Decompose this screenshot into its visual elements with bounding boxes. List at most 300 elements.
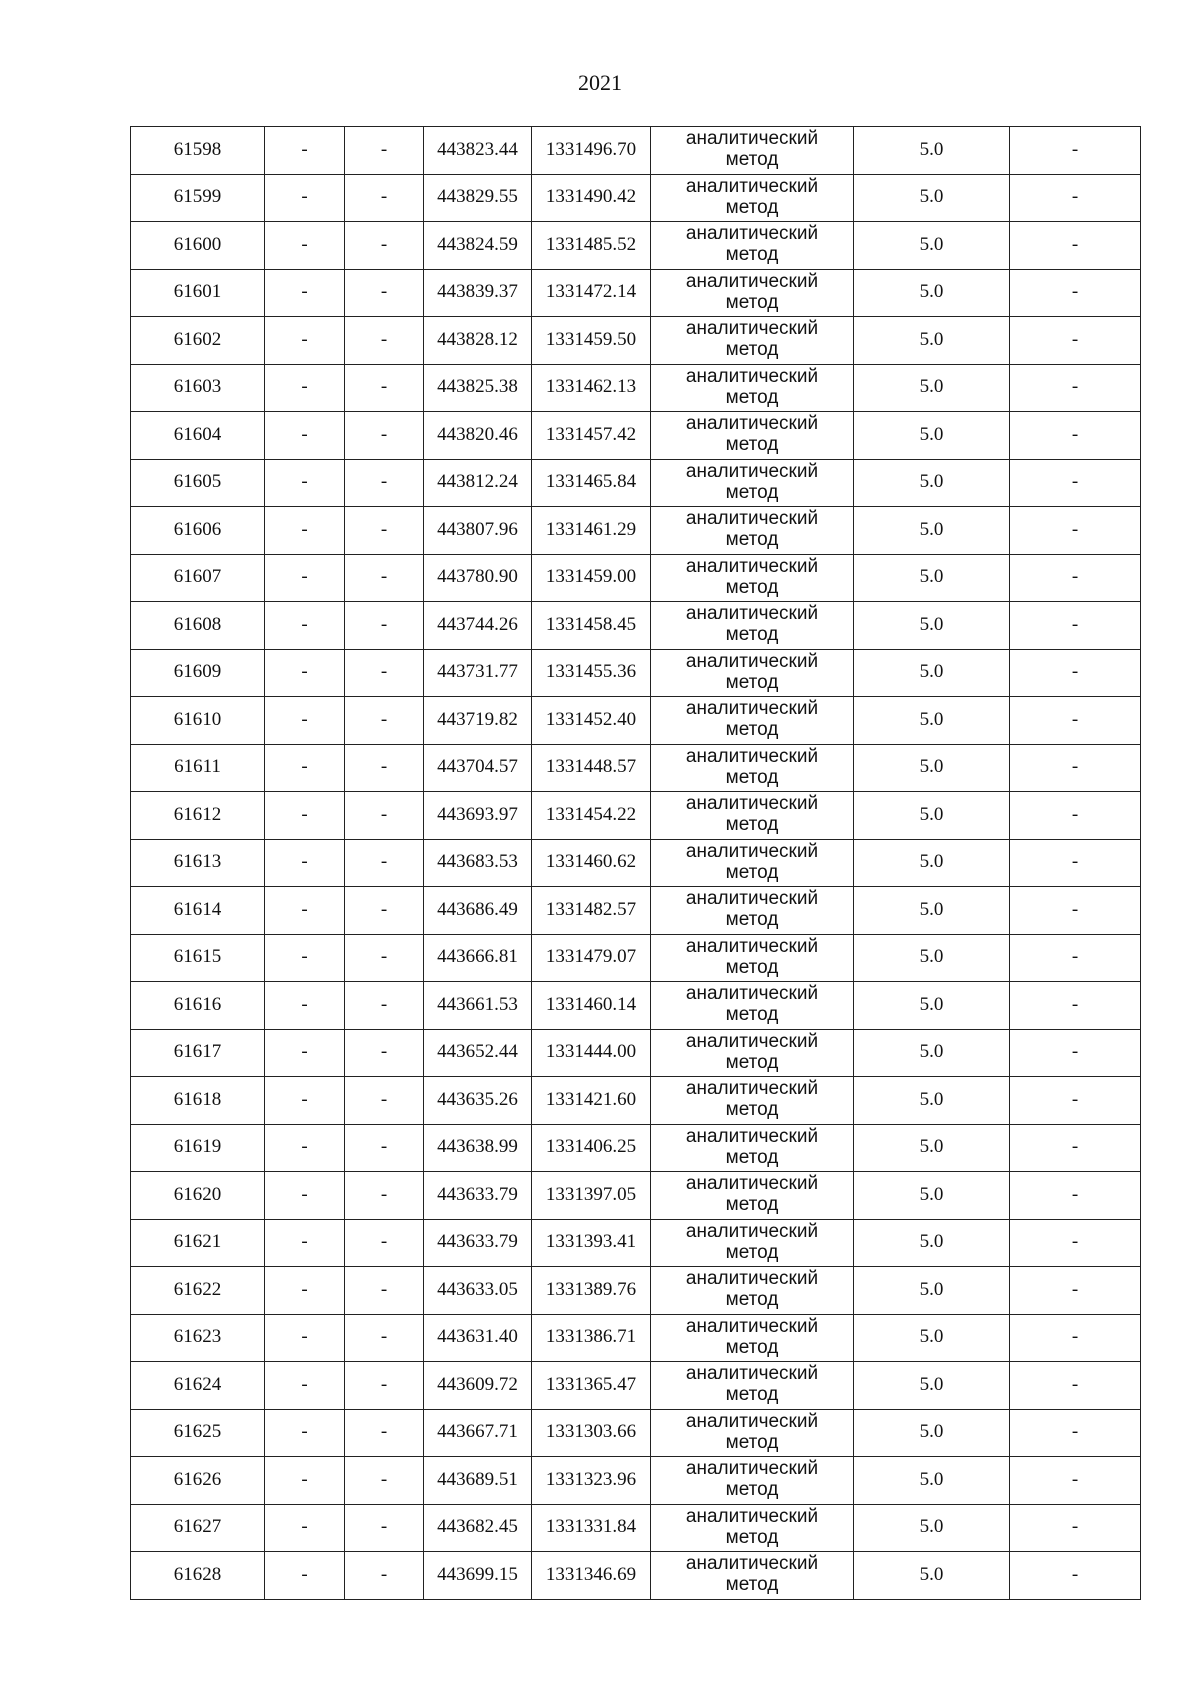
empty-value-cell: - [345,459,424,507]
accuracy-cell: 5.0 [854,1124,1010,1172]
note-cell: - [1010,174,1141,222]
point-number-cell: 61608 [131,602,265,650]
note-cell: - [1010,1029,1141,1077]
note-cell: - [1010,1077,1141,1125]
empty-value-cell: - [265,554,345,602]
y-coordinate-cell: 1331461.29 [532,507,651,555]
note-cell: - [1010,839,1141,887]
x-coordinate-cell: 443638.99 [424,1124,532,1172]
method-cell [651,364,854,412]
method-text: аналитический [685,1553,819,1575]
empty-value-cell: - [265,222,345,270]
x-coordinate-cell: 443666.81 [424,934,532,982]
method-cell [651,649,854,697]
method-text: аналитический [685,1268,819,1290]
x-coordinate-cell: 443633.79 [424,1172,532,1220]
note-cell: - [1010,1504,1141,1552]
method-text: метод [725,1384,779,1406]
method-cell [651,507,854,555]
page-number: 2021 [578,70,622,95]
method-cell [651,1219,854,1267]
note-cell: - [1010,1124,1141,1172]
point-number-cell: 61617 [131,1029,265,1077]
empty-value-cell: - [265,839,345,887]
note-cell: - [1010,1267,1141,1315]
table-row [131,1077,1141,1125]
x-coordinate-cell: 443829.55 [424,174,532,222]
y-coordinate-cell: 1331323.96 [532,1457,651,1505]
accuracy-cell: 5.0 [854,222,1010,270]
empty-value-cell: - [265,317,345,365]
empty-value-cell: - [265,459,345,507]
method-text: метод [725,1479,779,1501]
table-row [131,1267,1141,1315]
method-text: метод [725,766,779,788]
y-coordinate-cell: 1331393.41 [532,1219,651,1267]
point-number-cell: 61606 [131,507,265,555]
accuracy-cell: 5.0 [854,317,1010,365]
point-number-cell: 61601 [131,269,265,317]
table-row [131,459,1141,507]
method-cell [651,1504,854,1552]
method-cell [651,1077,854,1125]
point-number-cell: 61620 [131,1172,265,1220]
empty-value-cell: - [345,602,424,650]
x-coordinate-cell: 443683.53 [424,839,532,887]
empty-value-cell: - [265,649,345,697]
empty-value-cell: - [265,174,345,222]
method-cell [651,1124,854,1172]
table-row [131,1124,1141,1172]
table-row [131,1172,1141,1220]
point-number-cell: 61615 [131,934,265,982]
empty-value-cell: - [345,1267,424,1315]
accuracy-cell: 5.0 [854,554,1010,602]
x-coordinate-cell: 443820.46 [424,412,532,460]
empty-value-cell: - [265,602,345,650]
empty-value-cell: - [265,1029,345,1077]
empty-value-cell: - [345,1457,424,1505]
y-coordinate-cell: 1331465.84 [532,459,651,507]
note-cell: - [1010,459,1141,507]
point-number-cell: 61622 [131,1267,265,1315]
empty-value-cell: - [345,1077,424,1125]
accuracy-cell: 5.0 [854,269,1010,317]
x-coordinate-cell: 443812.24 [424,459,532,507]
empty-value-cell: - [265,1219,345,1267]
y-coordinate-cell: 1331496.70 [532,127,651,175]
accuracy-cell: 5.0 [854,1362,1010,1410]
note-cell: - [1010,982,1141,1030]
accuracy-cell: 5.0 [854,887,1010,935]
empty-value-cell: - [345,792,424,840]
accuracy-cell: 5.0 [854,1077,1010,1125]
method-text: аналитический [685,1410,819,1432]
method-text: аналитический [685,413,819,435]
method-cell [651,602,854,650]
y-coordinate-cell: 1331479.07 [532,934,651,982]
empty-value-cell: - [265,412,345,460]
method-text: аналитический [685,1125,819,1147]
y-coordinate-cell: 1331458.45 [532,602,651,650]
method-cell [651,1552,854,1600]
accuracy-cell: 5.0 [854,1504,1010,1552]
table-row [131,1029,1141,1077]
empty-value-cell: - [345,554,424,602]
method-cell [651,269,854,317]
y-coordinate-cell: 1331303.66 [532,1409,651,1457]
note-cell: - [1010,934,1141,982]
point-number-cell: 61619 [131,1124,265,1172]
table-body [131,127,1141,1600]
method-cell [651,127,854,175]
empty-value-cell: - [265,792,345,840]
point-number-cell: 61605 [131,459,265,507]
method-text: метод [725,291,779,313]
method-text: метод [725,149,779,171]
y-coordinate-cell: 1331397.05 [532,1172,651,1220]
table-row [131,1457,1141,1505]
method-text: аналитический [685,223,819,245]
x-coordinate-cell: 443839.37 [424,269,532,317]
point-number-cell: 61624 [131,1362,265,1410]
point-number-cell: 61613 [131,839,265,887]
coordinates-table [130,126,1141,1600]
table-row [131,1409,1141,1457]
method-text: метод [725,1574,779,1596]
note-cell: - [1010,1219,1141,1267]
method-text: метод [725,1004,779,1026]
empty-value-cell: - [265,697,345,745]
method-text: метод [725,1336,779,1358]
method-cell [651,459,854,507]
accuracy-cell: 5.0 [854,839,1010,887]
note-cell: - [1010,1314,1141,1362]
point-number-cell: 61616 [131,982,265,1030]
empty-value-cell: - [345,222,424,270]
method-text: аналитический [685,935,819,957]
method-cell [651,1267,854,1315]
y-coordinate-cell: 1331386.71 [532,1314,651,1362]
table-row [131,127,1141,175]
point-number-cell: 61618 [131,1077,265,1125]
x-coordinate-cell: 443689.51 [424,1457,532,1505]
method-text: метод [725,1431,779,1453]
point-number-cell: 61612 [131,792,265,840]
accuracy-cell: 5.0 [854,127,1010,175]
note-cell: - [1010,1552,1141,1600]
empty-value-cell: - [265,982,345,1030]
method-text: аналитический [685,1220,819,1242]
method-text: метод [725,1051,779,1073]
point-number-cell: 61621 [131,1219,265,1267]
method-text: аналитический [685,1030,819,1052]
y-coordinate-cell: 1331482.57 [532,887,651,935]
note-cell: - [1010,364,1141,412]
table-row [131,1314,1141,1362]
method-text: аналитический [685,555,819,577]
empty-value-cell: - [345,412,424,460]
note-cell: - [1010,412,1141,460]
note-cell: - [1010,1457,1141,1505]
empty-value-cell: - [345,697,424,745]
method-text: аналитический [685,175,819,197]
method-text: аналитический [685,1315,819,1337]
y-coordinate-cell: 1331406.25 [532,1124,651,1172]
method-text: аналитический [685,318,819,340]
point-number-cell: 61614 [131,887,265,935]
empty-value-cell: - [265,1124,345,1172]
method-cell [651,744,854,792]
point-number-cell: 61602 [131,317,265,365]
accuracy-cell: 5.0 [854,982,1010,1030]
method-cell [651,934,854,982]
table-row [131,602,1141,650]
method-text: метод [725,1099,779,1121]
accuracy-cell: 5.0 [854,934,1010,982]
x-coordinate-cell: 443824.59 [424,222,532,270]
empty-value-cell: - [345,1124,424,1172]
x-coordinate-cell: 443652.44 [424,1029,532,1077]
empty-value-cell: - [345,1314,424,1362]
y-coordinate-cell: 1331462.13 [532,364,651,412]
x-coordinate-cell: 443828.12 [424,317,532,365]
table-row [131,934,1141,982]
table-row [131,174,1141,222]
method-text: метод [725,671,779,693]
method-cell [651,839,854,887]
table-row [131,839,1141,887]
method-cell [651,1362,854,1410]
note-cell: - [1010,554,1141,602]
empty-value-cell: - [265,1314,345,1362]
method-text: метод [725,339,779,361]
table-row [131,1504,1141,1552]
method-text: метод [725,481,779,503]
empty-value-cell: - [345,982,424,1030]
note-cell: - [1010,127,1141,175]
x-coordinate-cell: 443635.26 [424,1077,532,1125]
method-cell [651,1172,854,1220]
x-coordinate-cell: 443825.38 [424,364,532,412]
method-text: метод [725,196,779,218]
method-cell [651,222,854,270]
empty-value-cell: - [265,1457,345,1505]
note-cell: - [1010,317,1141,365]
method-cell [651,1409,854,1457]
y-coordinate-cell: 1331459.50 [532,317,651,365]
y-coordinate-cell: 1331457.42 [532,412,651,460]
accuracy-cell: 5.0 [854,412,1010,460]
y-coordinate-cell: 1331455.36 [532,649,651,697]
y-coordinate-cell: 1331490.42 [532,174,651,222]
accuracy-cell: 5.0 [854,1172,1010,1220]
empty-value-cell: - [265,1409,345,1457]
method-text: метод [725,576,779,598]
empty-value-cell: - [345,364,424,412]
table-row [131,554,1141,602]
method-text: метод [725,861,779,883]
point-number-cell: 61599 [131,174,265,222]
table-row [131,744,1141,792]
empty-value-cell: - [265,744,345,792]
x-coordinate-cell: 443609.72 [424,1362,532,1410]
x-coordinate-cell: 443744.26 [424,602,532,650]
note-cell: - [1010,222,1141,270]
table-row [131,1552,1141,1600]
y-coordinate-cell: 1331448.57 [532,744,651,792]
empty-value-cell: - [345,127,424,175]
method-text: метод [725,434,779,456]
accuracy-cell: 5.0 [854,1267,1010,1315]
empty-value-cell: - [345,887,424,935]
method-cell [651,1314,854,1362]
method-text: метод [725,956,779,978]
method-text: метод [725,1146,779,1168]
method-text: аналитический [685,650,819,672]
method-text: метод [725,624,779,646]
empty-value-cell: - [265,887,345,935]
note-cell: - [1010,1172,1141,1220]
x-coordinate-cell: 443823.44 [424,127,532,175]
empty-value-cell: - [345,1172,424,1220]
note-cell: - [1010,887,1141,935]
accuracy-cell: 5.0 [854,744,1010,792]
y-coordinate-cell: 1331365.47 [532,1362,651,1410]
x-coordinate-cell: 443780.90 [424,554,532,602]
y-coordinate-cell: 1331452.40 [532,697,651,745]
x-coordinate-cell: 443667.71 [424,1409,532,1457]
method-text: аналитический [685,840,819,862]
accuracy-cell: 5.0 [854,1409,1010,1457]
empty-value-cell: - [345,649,424,697]
empty-value-cell: - [265,364,345,412]
y-coordinate-cell: 1331460.62 [532,839,651,887]
empty-value-cell: - [345,839,424,887]
method-text: метод [725,1289,779,1311]
y-coordinate-cell: 1331485.52 [532,222,651,270]
method-cell [651,1029,854,1077]
note-cell: - [1010,602,1141,650]
accuracy-cell: 5.0 [854,1029,1010,1077]
point-number-cell: 61610 [131,697,265,745]
accuracy-cell: 5.0 [854,174,1010,222]
x-coordinate-cell: 443682.45 [424,1504,532,1552]
x-coordinate-cell: 443699.15 [424,1552,532,1600]
y-coordinate-cell: 1331472.14 [532,269,651,317]
method-text: аналитический [685,698,819,720]
method-text: метод [725,909,779,931]
point-number-cell: 61623 [131,1314,265,1362]
accuracy-cell: 5.0 [854,697,1010,745]
x-coordinate-cell: 443807.96 [424,507,532,555]
method-text: метод [725,1241,779,1263]
method-text: метод [725,1526,779,1548]
empty-value-cell: - [345,317,424,365]
empty-value-cell: - [345,1029,424,1077]
empty-value-cell: - [265,934,345,982]
table-row [131,887,1141,935]
empty-value-cell: - [265,1077,345,1125]
method-text: метод [725,814,779,836]
accuracy-cell: 5.0 [854,602,1010,650]
method-text: аналитический [685,1363,819,1385]
x-coordinate-cell: 443704.57 [424,744,532,792]
note-cell: - [1010,269,1141,317]
note-cell: - [1010,649,1141,697]
note-cell: - [1010,1409,1141,1457]
empty-value-cell: - [265,1362,345,1410]
point-number-cell: 61600 [131,222,265,270]
table-row [131,649,1141,697]
accuracy-cell: 5.0 [854,364,1010,412]
method-text: аналитический [685,270,819,292]
table-row [131,982,1141,1030]
method-text: метод [725,244,779,266]
note-cell: - [1010,744,1141,792]
empty-value-cell: - [345,1409,424,1457]
x-coordinate-cell: 443633.79 [424,1219,532,1267]
y-coordinate-cell: 1331421.60 [532,1077,651,1125]
method-text: аналитический [685,1505,819,1527]
x-coordinate-cell: 443661.53 [424,982,532,1030]
method-text: аналитический [685,508,819,530]
method-text: метод [725,1194,779,1216]
accuracy-cell: 5.0 [854,1314,1010,1362]
note-cell: - [1010,507,1141,555]
method-text: аналитический [685,1078,819,1100]
table-row [131,269,1141,317]
method-cell [651,554,854,602]
empty-value-cell: - [345,1362,424,1410]
method-text: аналитический [685,983,819,1005]
y-coordinate-cell: 1331454.22 [532,792,651,840]
table-row [131,507,1141,555]
method-cell [651,174,854,222]
method-text: аналитический [685,603,819,625]
method-text: аналитический [685,460,819,482]
empty-value-cell: - [265,1267,345,1315]
empty-value-cell: - [345,1552,424,1600]
empty-value-cell: - [345,174,424,222]
method-cell [651,1457,854,1505]
table-row [131,412,1141,460]
x-coordinate-cell: 443693.97 [424,792,532,840]
y-coordinate-cell: 1331444.00 [532,1029,651,1077]
empty-value-cell: - [345,507,424,555]
point-number-cell: 61607 [131,554,265,602]
point-number-cell: 61627 [131,1504,265,1552]
point-number-cell: 61609 [131,649,265,697]
note-cell: - [1010,1362,1141,1410]
note-cell: - [1010,792,1141,840]
point-number-cell: 61603 [131,364,265,412]
point-number-cell: 61598 [131,127,265,175]
method-text: метод [725,529,779,551]
point-number-cell: 61628 [131,1552,265,1600]
y-coordinate-cell: 1331331.84 [532,1504,651,1552]
table-row [131,792,1141,840]
x-coordinate-cell: 443631.40 [424,1314,532,1362]
x-coordinate-cell: 443633.05 [424,1267,532,1315]
table-row [131,364,1141,412]
method-cell [651,697,854,745]
method-text: аналитический [685,745,819,767]
method-text: аналитический [685,128,819,150]
empty-value-cell: - [265,269,345,317]
empty-value-cell: - [265,1172,345,1220]
method-text: аналитический [685,793,819,815]
